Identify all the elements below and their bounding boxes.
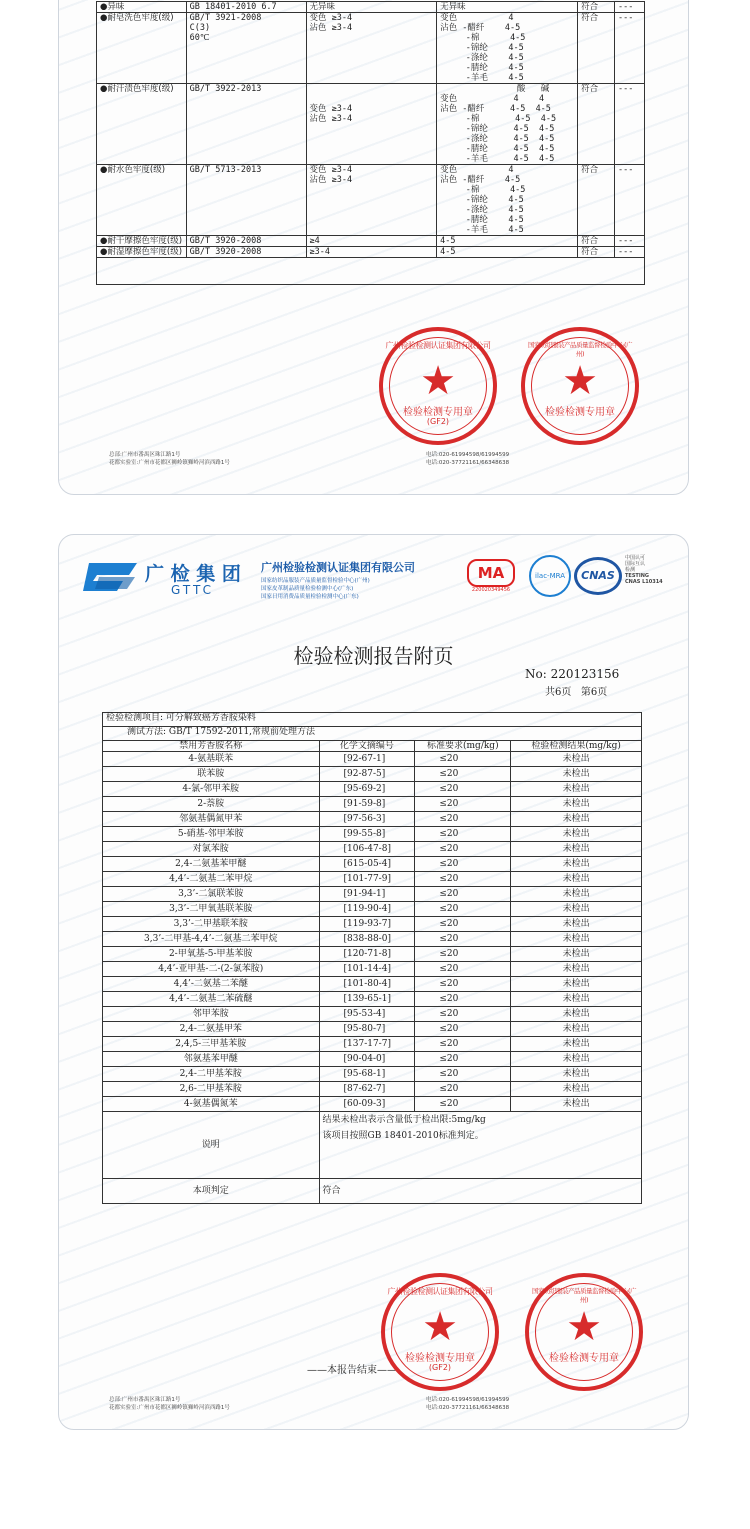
cell-res: 未检出 [511, 962, 642, 977]
seal-label: 检验检测专用章 [545, 407, 615, 418]
cell-req: ≤20 [415, 1067, 511, 1082]
cell-req: ≤20 [415, 887, 511, 902]
cell-name: 2,4-二甲基苯胺 [103, 1067, 320, 1082]
cell-name: 4-氯-邻甲苯胺 [103, 782, 320, 797]
cell-item: ●耐水色牢度(级) [97, 165, 187, 236]
cell-res: 未检出 [511, 977, 642, 992]
cell-res: 未检出 [511, 1037, 642, 1052]
testing-label: TESTING [625, 573, 649, 579]
cell-res: 未检出 [511, 932, 642, 947]
cell-cas: [119-93-7] [319, 917, 415, 932]
table-row [103, 1097, 642, 1112]
footer-phone [426, 1396, 509, 1412]
cell-verdict: 符合 [578, 13, 615, 84]
cell-cas: [95-68-1] [319, 1067, 415, 1082]
seal-label: 检验检测专用章 [403, 407, 473, 418]
star-icon: ★ [562, 358, 598, 404]
report-number: No: 220123156 [525, 667, 620, 681]
ilac-icon [529, 555, 571, 597]
cell-res: 未检出 [511, 917, 642, 932]
footer-hq: 总部:广州市番禺区珠江路1号 [109, 1397, 181, 1403]
table-row [103, 872, 642, 887]
test-method: 测试方法: GB/T 17592-2011,常规前处理方法 [103, 727, 642, 741]
cell-req: ≤20 [415, 962, 511, 977]
table-row [103, 1037, 642, 1052]
cnas-number: CNAS L10314 [625, 579, 663, 585]
brand-cn: 广 检 集 团 [145, 563, 241, 585]
cell-req: ≥3-4 [306, 247, 437, 258]
cell-res: 未检出 [511, 1067, 642, 1082]
cma-mark [467, 559, 515, 593]
cell-req: ≤20 [415, 917, 511, 932]
footer-phone-2: 电话:020-37721161/66348638 [426, 1405, 510, 1411]
gttc-logo-icon [83, 557, 139, 597]
cell-req: ≤20 [415, 1082, 511, 1097]
cell-res: 未检出 [511, 902, 642, 917]
cell-cas: [615-05-4] [319, 857, 415, 872]
cell-verdict: 符合 [578, 165, 615, 236]
cell-mark: --- [615, 236, 645, 247]
seal-text: 国家纺织服装产品质量监督检验中心(广州) [527, 341, 633, 358]
cell-res: 未检出 [511, 1097, 642, 1112]
cell-item: ●耐汗渍色牢度(级) [97, 84, 187, 165]
cell-cas: [92-67-1] [319, 752, 415, 767]
star-icon: ★ [422, 1304, 458, 1350]
fastness-row [97, 2, 645, 13]
table-blank-row [97, 258, 645, 285]
note-2: 该项目按照GB 18401-2010标准判定。 [322, 1131, 484, 1141]
col-header-result: 检验检测结果(mg/kg) [511, 741, 642, 752]
cnas-mark [574, 557, 622, 595]
cell-cas: [119-90-4] [319, 902, 415, 917]
cell-res: 未检出 [511, 947, 642, 962]
cell-cas: [101-14-4] [319, 962, 415, 977]
cell-name: 联苯胺 [103, 767, 320, 782]
cell-req: ≤20 [415, 1007, 511, 1022]
seal-text: 广州检验检测认证集团有限公司 [385, 341, 491, 350]
cell-name: 邻氨基苯甲醚 [103, 1052, 320, 1067]
cell-cas: [91-59-8] [319, 797, 415, 812]
table-row [103, 1007, 642, 1022]
cell-req: 变色 ≥3-4 沾色 ≥3-4 [306, 165, 437, 236]
company-name: 广州检验检测认证集团有限公司 [261, 561, 415, 574]
cell-name: 3,3’-二甲氧基联苯胺 [103, 902, 320, 917]
cell-cas: [101-80-4] [319, 977, 415, 992]
table-row [103, 1052, 642, 1067]
cell-req: ≤20 [415, 782, 511, 797]
notes-label: 说明 [103, 1112, 320, 1179]
cell-name: 邻甲苯胺 [103, 1007, 320, 1022]
cell-cas: [87-62-7] [319, 1082, 415, 1097]
cell-name: 2-甲氧基-5-甲基苯胺 [103, 947, 320, 962]
cell-cas: [137-17-7] [319, 1037, 415, 1052]
cell-result: 无异味 [437, 2, 578, 13]
table-row [103, 962, 642, 977]
cell-mark: --- [615, 165, 645, 236]
cell-cas: [99-55-8] [319, 827, 415, 842]
verdict-label: 本项判定 [103, 1179, 320, 1204]
company-line-2: 国家皮革制品质量检验检测中心(广东) [261, 586, 354, 592]
cell-name: 2-萘胺 [103, 797, 320, 812]
cell-req: ≤20 [415, 947, 511, 962]
star-icon: ★ [566, 1304, 602, 1350]
cnas-testing [625, 555, 663, 585]
cell-res: 未检出 [511, 1082, 642, 1097]
footer-phone [426, 451, 509, 467]
table-row [103, 767, 642, 782]
cell-cas: [95-69-2] [319, 782, 415, 797]
gttc-logo [83, 557, 241, 601]
report-page-1 [58, 0, 689, 495]
cnas-icon [574, 557, 622, 595]
notes-content [319, 1112, 642, 1179]
cell-res: 未检出 [511, 887, 642, 902]
cell-name: 2,4-二氨基苯甲醚 [103, 857, 320, 872]
table-row [103, 932, 642, 947]
table-header-row [103, 741, 642, 752]
cma-icon: MA [467, 559, 515, 587]
company-block [261, 559, 415, 601]
table-row [103, 887, 642, 902]
cell-std: GB/T 3922-2013 [186, 84, 306, 165]
footer-hq: 总部:广州市番禺区珠江路1号 [109, 452, 181, 458]
cell-res: 未检出 [511, 782, 642, 797]
cell-name: 邻氨基偶氮甲苯 [103, 812, 320, 827]
cnas-cn-text: 中国认可 国际互认 检测 [625, 555, 646, 573]
footer-address [109, 451, 230, 467]
cell-cas: [838-88-0] [319, 932, 415, 947]
cell-req: ≤20 [415, 827, 511, 842]
fastness-table [96, 1, 645, 285]
cell-req: ≤20 [415, 872, 511, 887]
cell-item: ●耐皂洗色牢度(级) [97, 13, 187, 84]
cell-res: 未检出 [511, 827, 642, 842]
footer-lab: 花都实验室:广州市花都区狮岭镇狮岭河滨西路1号 [109, 460, 230, 466]
table-row [103, 992, 642, 1007]
cell-cas: [101-77-9] [319, 872, 415, 887]
cell-name: 4,4’-二氨基二苯醚 [103, 977, 320, 992]
fastness-row [97, 236, 645, 247]
col-header-cas: 化学文摘编号 [319, 741, 415, 752]
cnas-text: CNAS [581, 569, 615, 582]
cell-cas: [90-04-0] [319, 1052, 415, 1067]
cell-name: 5-硝基-邻甲苯胺 [103, 827, 320, 842]
cell-req: ≤20 [415, 902, 511, 917]
table-row [103, 752, 642, 767]
cell-req: ≤20 [415, 752, 511, 767]
cell-cas: [95-80-7] [319, 1022, 415, 1037]
footer-phone-1: 电话:020-61994598/61994599 [426, 1397, 510, 1403]
cell-name: 4-氨基联苯 [103, 752, 320, 767]
cell-name: 3,3’-二氯联苯胺 [103, 887, 320, 902]
report-end: ——本报告结束—— [307, 1365, 397, 1376]
cell-std: GB/T 3921-2008 C(3) 60℃ [186, 13, 306, 84]
official-seal [381, 1273, 499, 1391]
table-row [103, 812, 642, 827]
table-row [103, 977, 642, 992]
footer-address [109, 1396, 230, 1412]
cell-req: ≤20 [415, 842, 511, 857]
cell-result: 酸 碱 变色 4 4 沾色 -醋纤 4-5 4-5 -棉 4-5 4-5 -锦纶 4-5 4-5 -涤纶 4-5 4-5 -腈纶 4-5 4-5 -羊毛 4-5 4-5 [437, 84, 578, 165]
fastness-row [97, 165, 645, 236]
cell-item: ●耐干摩擦色牢度(级) [97, 236, 187, 247]
cell-name: 4,4’-二氨基二苯甲烷 [103, 872, 320, 887]
cma-number: 220020349456 [471, 587, 511, 593]
cell-verdict: 符合 [578, 247, 615, 258]
table-row [103, 1067, 642, 1082]
cell-cas: [106-47-8] [319, 842, 415, 857]
official-seal-2 [525, 1273, 643, 1391]
cell-name: 4-氨基偶氮苯 [103, 1097, 320, 1112]
cell-name: 3,3’-二甲基联苯胺 [103, 917, 320, 932]
footer-phone-2: 电话:020-37721161/66348638 [426, 460, 510, 466]
star-icon: ★ [420, 358, 456, 404]
table-row [103, 917, 642, 932]
cell-res: 未检出 [511, 1052, 642, 1067]
cell-req: ≤20 [415, 797, 511, 812]
cell-std: GB/T 3920-2008 [186, 247, 306, 258]
cell-item: ●异味 [97, 2, 187, 13]
cell-req: 变色 ≥3-4 沾色 ≥3-4 [306, 84, 437, 165]
cell-cas: [139-65-1] [319, 992, 415, 1007]
cell-res: 未检出 [511, 857, 642, 872]
cell-name: 2,6-二甲基苯胺 [103, 1082, 320, 1097]
cell-verdict: 符合 [578, 84, 615, 165]
cell-req: ≤20 [415, 857, 511, 872]
table-row [103, 1022, 642, 1037]
cell-cas: [91-94-1] [319, 887, 415, 902]
cell-mark: --- [615, 13, 645, 84]
brand-en: GTTC [171, 583, 214, 597]
footer-phone-1: 电话:020-61994598/61994599 [426, 452, 510, 458]
official-seal-2 [521, 327, 639, 445]
ilac-mark [529, 555, 571, 597]
seal-label: 检验检测专用章 [549, 1353, 619, 1364]
test-project: 检验检测项目: 可分解致癌芳香胺染料 [103, 713, 642, 727]
cell-res: 未检出 [511, 752, 642, 767]
company-line-1: 国家纺织品服装产品质量监督检验中心(广州) [261, 578, 370, 584]
cell-req: ≤20 [415, 977, 511, 992]
cell-result: 变色 4 沾色 -醋纤 4-5 -棉 4-5 -锦纶 4-5 -涤纶 4-5 -腈纶 4-5 -羊毛 4-5 [437, 13, 578, 84]
cell-name: 4,4’-二氨基二苯硫醚 [103, 992, 320, 1007]
fastness-row [97, 84, 645, 165]
cell-mark: --- [615, 84, 645, 165]
report-page-2 [58, 534, 689, 1430]
cell-res: 未检出 [511, 812, 642, 827]
cell-req: ≤20 [415, 1052, 511, 1067]
fastness-row [97, 13, 645, 84]
page-title: 检验检测报告附页 [293, 644, 454, 668]
cell-req: ≤20 [415, 992, 511, 1007]
company-line-3: 国家日用消费品质量检验检测中心(广东) [261, 594, 359, 600]
cell-cas: [95-53-4] [319, 1007, 415, 1022]
cell-verdict: 符合 [578, 2, 615, 13]
table-row [103, 1082, 642, 1097]
cell-result: 变色 4 沾色 -醋纤 4-5 -棉 4-5 -锦纶 4-5 -涤纶 4-5 -腈纶 4-5 -羊毛 4-5 [437, 165, 578, 236]
cell-result: 4-5 [437, 247, 578, 258]
fastness-row [97, 247, 645, 258]
table-row [103, 857, 642, 872]
cell-name: 对氯苯胺 [103, 842, 320, 857]
cell-mark: --- [615, 2, 645, 13]
cell-req: 无异味 [306, 2, 437, 13]
table-row [103, 827, 642, 842]
seal-text: 广州检验检测认证集团有限公司 [387, 1287, 493, 1296]
col-header-req: 标准要求(mg/kg) [415, 741, 511, 752]
seal-label: 检验检测专用章 [405, 1353, 475, 1364]
seal-code: (GF2) [426, 417, 450, 426]
note-1: 结果未检出表示含量低于检出限:5mg/kg [322, 1115, 486, 1125]
cell-res: 未检出 [511, 872, 642, 887]
cell-req: ≤20 [415, 767, 511, 782]
table-row [103, 842, 642, 857]
cell-res: 未检出 [511, 1007, 642, 1022]
cell-name: 3,3’-二甲基-4,4’-二氨基二苯甲烷 [103, 932, 320, 947]
col-header-name: 禁用芳香胺名称 [103, 741, 320, 752]
cell-res: 未检出 [511, 992, 642, 1007]
cell-req: ≤20 [415, 1097, 511, 1112]
cell-std: GB/T 5713-2013 [186, 165, 306, 236]
cell-req: ≤20 [415, 1022, 511, 1037]
cell-cas: [92-87-5] [319, 767, 415, 782]
seal-text: 国家纺织服装产品质量监督检验中心(广州) [531, 1287, 637, 1304]
cell-req: ≤20 [415, 812, 511, 827]
table-row [103, 797, 642, 812]
footer-lab: 花都实验室:广州市花都区狮岭镇狮岭河滨西路1号 [109, 1405, 230, 1411]
cell-name: 4,4’-亚甲基-二-(2-氯苯胺) [103, 962, 320, 977]
cell-cas: [60-09-3] [319, 1097, 415, 1112]
cell-res: 未检出 [511, 842, 642, 857]
cell-res: 未检出 [511, 767, 642, 782]
cell-cas: [120-71-8] [319, 947, 415, 962]
notes-row [103, 1112, 642, 1179]
cell-res: 未检出 [511, 1022, 642, 1037]
cell-cas: [97-56-3] [319, 812, 415, 827]
cell-verdict: 符合 [578, 236, 615, 247]
page-count: 共6页 第6页 [545, 687, 608, 698]
verdict-value: 符合 [319, 1179, 642, 1204]
amine-table [102, 712, 642, 1204]
table-row [103, 947, 642, 962]
table-row [103, 902, 642, 917]
cell-std: GB/T 3920-2008 [186, 236, 306, 247]
cell-req: ≤20 [415, 1037, 511, 1052]
table-row [103, 782, 642, 797]
official-seal [379, 327, 497, 445]
cell-name: 2,4-二氨基甲苯 [103, 1022, 320, 1037]
ilac-text: ilac-MRA [535, 572, 565, 580]
cell-mark: --- [615, 247, 645, 258]
cell-result: 4-5 [437, 236, 578, 247]
cell-item: ●耐湿摩擦色牢度(级) [97, 247, 187, 258]
cell-name: 2,4,5-三甲基苯胺 [103, 1037, 320, 1052]
seal-code: (GF2) [428, 1363, 452, 1372]
cell-req: ≥4 [306, 236, 437, 247]
cell-req: 变色 ≥3-4 沾色 ≥3-4 [306, 13, 437, 84]
cell-res: 未检出 [511, 797, 642, 812]
cell-std: GB 18401-2010 6.7 [186, 2, 306, 13]
cell-req: ≤20 [415, 932, 511, 947]
verdict-row [103, 1179, 642, 1204]
